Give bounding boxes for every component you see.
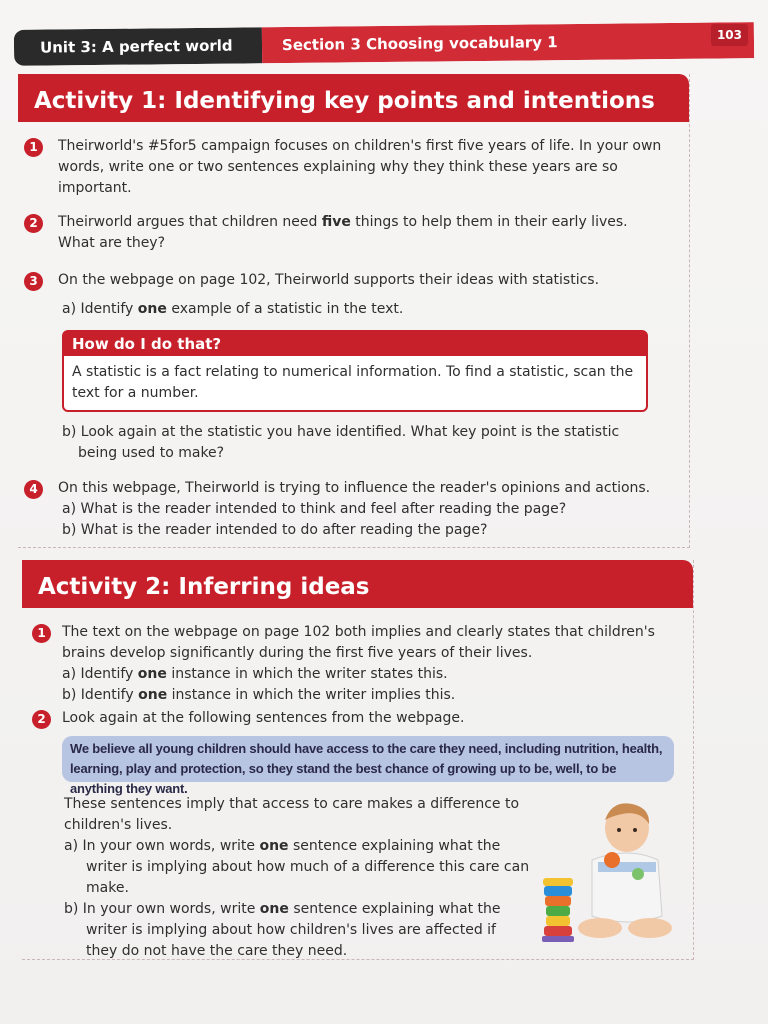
- bold-word: one: [259, 901, 289, 917]
- activity-1-panel: [18, 74, 690, 548]
- question-part-a: a) What is the reader intended to think and feel after reading the page?: [62, 501, 567, 517]
- intro-text: These sentences imply that access to care makes a difference to children's lives.: [64, 796, 520, 833]
- activity-1-question-3: [24, 270, 664, 320]
- stacking-toy-icon: [542, 878, 574, 942]
- question-text: Look again at the following sentences from the webpage.: [62, 710, 465, 726]
- baby-figure: [578, 803, 672, 938]
- question-text: Theirworld's #5for5 campaign focuses on children's first five years of life. In your own words, write one or two sentences explaining why they think these years are so important.: [58, 138, 662, 196]
- how-do-i-text: A statistic is a fact relating to numerical information. To find a statistic, scan the text for a number.: [72, 364, 634, 401]
- page-header-bar: [14, 22, 754, 66]
- text-part: example of a statistic in the text.: [166, 301, 404, 317]
- activity-1-question-1: [24, 136, 664, 199]
- activity-1-title: Activity 1: Identifying key points and intentions: [18, 74, 689, 122]
- text-part: instance in which the writer implies this.: [167, 687, 456, 703]
- baby-with-toy-image: [542, 790, 672, 946]
- question-part-b: [62, 685, 662, 706]
- activity-1-question-4: [24, 478, 674, 541]
- question-text: On the webpage on page 102, Theirworld supports their ideas with statistics.: [58, 272, 600, 288]
- activity-2-title: Activity 2: Inferring ideas: [22, 560, 693, 608]
- number-badge: 1: [24, 138, 43, 157]
- page-number: 103: [711, 24, 748, 46]
- text-part: things to help them in their early lives. What are they?: [58, 214, 628, 251]
- number-badge: 1: [32, 624, 51, 643]
- how-do-i-do-that-box: [62, 330, 648, 412]
- text-part: sentence explaining what the writer is implying about how much of a difference this care can make.: [86, 838, 530, 896]
- text-part: Theirworld argues that children need: [58, 214, 322, 230]
- activity-2-panel: [22, 560, 694, 960]
- question-text: The text on the webpage on page 102 both implies and clearly states that children's brains develop significantly during the first five years of their lives.: [62, 624, 655, 661]
- question-part-a: [64, 836, 534, 899]
- bold-word: five: [321, 214, 351, 230]
- text-part: b) In your own words, write: [64, 901, 260, 917]
- bold-word: one: [259, 838, 289, 854]
- section-label: Section 3 Choosing vocabulary 1: [262, 22, 754, 63]
- activity-2-question-2-body: [64, 794, 534, 962]
- text-part: instance in which the writer states this.: [166, 666, 448, 682]
- text-part: a) Identify: [62, 666, 138, 682]
- question-part-b: [64, 899, 504, 962]
- text-part: a) In your own words, write: [64, 838, 260, 854]
- question-part-b: b) What is the reader intended to do after reading the page?: [62, 522, 488, 538]
- question-text: [58, 212, 664, 254]
- unit-label: Unit 3: A perfect world: [14, 27, 262, 66]
- activity-2-question-2: [32, 708, 662, 729]
- activity-1-question-2: [24, 212, 664, 254]
- text-part: a) Identify: [62, 301, 138, 317]
- number-badge: 4: [24, 480, 43, 499]
- activity-1-question-3-part-b: b) Look again at the statistic you have identified. What key point is the statistic being used to make?: [62, 424, 620, 461]
- bold-word: one: [137, 666, 167, 682]
- number-badge: 2: [24, 214, 43, 233]
- quoted-sentences: We believe all young children should have access to the care they need, including nutrition, health, learning, play and protection, so they stand the best chance of growing up to be, well, to be anything they want.: [62, 736, 674, 782]
- how-do-i-title: How do I do that?: [64, 332, 646, 356]
- bold-word: one: [137, 301, 167, 317]
- activity-2-question-1: [32, 622, 662, 706]
- question-part-a: [62, 664, 662, 685]
- number-badge: 2: [32, 710, 51, 729]
- text-part: sentence explaining what the writer is implying about how children's lives are affected if they do not have the care they need.: [86, 901, 501, 959]
- text-part: b) Identify: [62, 687, 139, 703]
- bold-word: one: [138, 687, 168, 703]
- question-part-a: [62, 299, 664, 320]
- number-badge: 3: [24, 272, 43, 291]
- question-text: On this webpage, Theirworld is trying to influence the reader's opinions and actions.: [58, 480, 651, 496]
